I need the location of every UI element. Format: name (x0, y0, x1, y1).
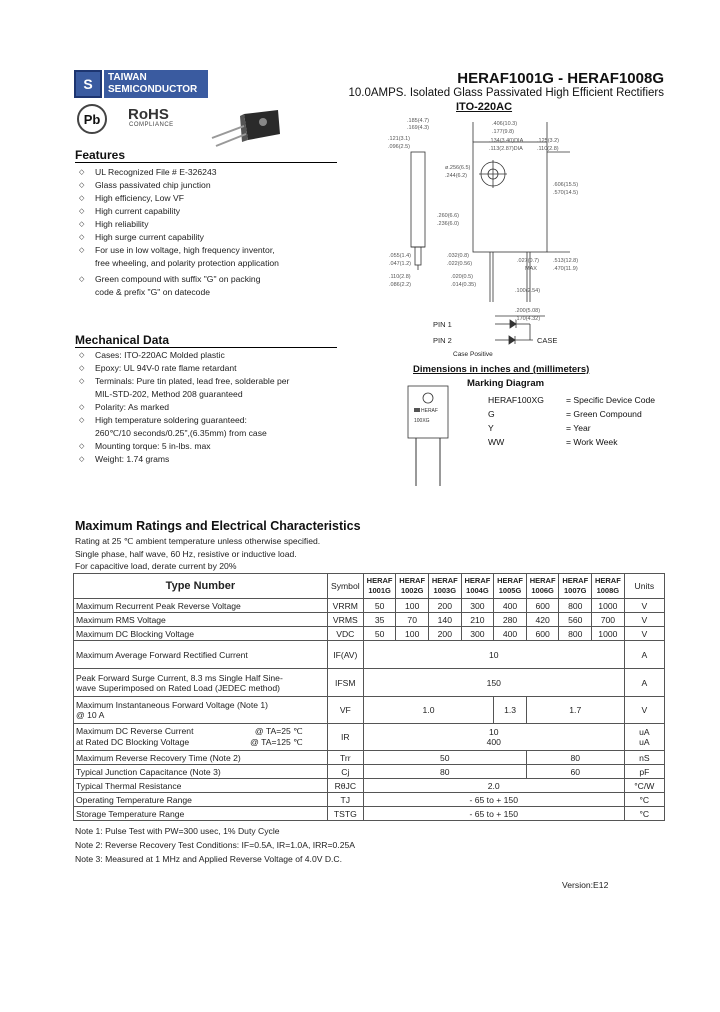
marking-diagram-title: Marking Diagram (467, 378, 545, 389)
row-unit: V (624, 599, 664, 613)
dim-label: .027(0.7) (517, 258, 540, 264)
feature-item (75, 273, 340, 299)
marking-chip-line2: 100XG (414, 418, 430, 424)
note-line: Note 1: Pulse Test with PW=300 usec, 1% Duty Cycle (75, 826, 280, 836)
row-value: 100 (396, 599, 429, 613)
pb-free-badge: Pb (77, 104, 107, 134)
header-part: HERAF 1003G (429, 574, 462, 599)
dim-label: .134(3.40)DIA (489, 138, 524, 144)
dimensions-caption: Dimensions in inches and (millimeters) (413, 364, 590, 375)
feature-item: ◇ UL Recognized File # E-326243 (75, 166, 340, 179)
dim-label: MAX (525, 266, 537, 272)
row-value: 280 (494, 613, 527, 627)
row-value: 50 (363, 627, 396, 641)
row-value: 600 (526, 599, 559, 613)
row-symbol: VF (327, 697, 363, 724)
dim-label: .606(15.5) (553, 182, 579, 188)
row-unit: V (624, 613, 664, 627)
marking-row (488, 393, 655, 407)
ratings-table (73, 573, 665, 821)
feature-item: ◇ High efficiency, Low VF (75, 192, 340, 205)
condition-line: Single phase, half wave, 60 Hz, resistive or inductive load. (75, 548, 297, 559)
row-value: 2.0 (363, 779, 624, 793)
row-symbol: VRRM (327, 599, 363, 613)
header-part: HERAF 1008G (592, 574, 625, 599)
condition-line: For capacitive load, derate current by 20% (75, 561, 237, 571)
part-description: 10.0AMPS. Isolated Glass Passivated High Efficient Rectifiers (348, 87, 664, 99)
mechanical-underline (75, 347, 337, 348)
row-value: 600 (526, 627, 559, 641)
row-label: Maximum Recurrent Peak Reverse Voltage (74, 599, 328, 613)
dim-label: .169(4.3) (407, 125, 430, 131)
marking-row (488, 407, 655, 421)
row-value: 1000 (592, 627, 625, 641)
row-symbol: Trr (327, 751, 363, 765)
table-row (74, 641, 665, 669)
mech-item (75, 414, 340, 440)
header-part: HERAF 1006G (526, 574, 559, 599)
dim-label: .570(14.5) (553, 190, 579, 196)
row-value: 210 (461, 613, 494, 627)
dim-label: .020(0.5) (451, 274, 474, 280)
row-value: 800 (559, 627, 592, 641)
marking-package-drawing (404, 382, 452, 490)
table-row (74, 627, 665, 641)
ratings-conditions (75, 535, 320, 573)
dim-label: .244(6.2) (445, 173, 468, 179)
row-value: 1.7 (526, 697, 624, 724)
row-unit: pF (624, 765, 664, 779)
row-symbol: RθJC (327, 779, 363, 793)
row-value: 35 (363, 613, 396, 627)
mech-line: ◇ Terminals: Pure tin plated, lead free, solderable per (95, 376, 290, 386)
row-unit: V (624, 697, 664, 724)
row-symbol: Cj (327, 765, 363, 779)
marking-meaning: = Year (566, 423, 591, 433)
dim-label: .121(3.1) (388, 136, 411, 142)
feature-line: ◇ For use in low voltage, high frequency inventor, (95, 245, 275, 255)
table-header-row (74, 574, 665, 599)
row-value: 400 (494, 599, 527, 613)
feature-item: ◇ High current capability (75, 205, 340, 218)
table-row (74, 779, 665, 793)
header-part: HERAF 1002G (396, 574, 429, 599)
row-label: Peak Forward Surge Current, 8.3 ms Single Half Sine- wave Superimposed on Rated Load (JEDEC method) (74, 669, 328, 697)
version-label: Version:E12 (562, 880, 609, 890)
marking-code: Y (488, 423, 494, 433)
row-unit: nS (624, 751, 664, 765)
row-symbol: IFSM (327, 669, 363, 697)
package-photo-icon (208, 108, 284, 148)
feature-item: ◇ High surge current capability (75, 231, 340, 244)
marking-chip-line1: HERAF (421, 408, 438, 414)
row-value: - 65 to + 150 (363, 807, 624, 821)
row-symbol: IR (327, 724, 363, 751)
table-row (74, 807, 665, 821)
row-value: 50 (363, 599, 396, 613)
mech-line: ◇ High temperature soldering guaranteed: (95, 415, 247, 425)
header-part: HERAF 1004G (461, 574, 494, 599)
marking-meaning: = Green Compound (566, 409, 642, 419)
row-value: 300 (461, 599, 494, 613)
row-value: 10 400 (363, 724, 624, 751)
row-value: 140 (429, 613, 462, 627)
ratings-title: Maximum Ratings and Electrical Characteristics (75, 519, 361, 533)
dim-label: .513(12.8) (553, 258, 579, 264)
mech-item: ◇ Polarity: As marked (75, 401, 340, 414)
dim-label: .086(2.2) (389, 282, 412, 288)
features-underline (75, 162, 337, 163)
table-notes (75, 824, 355, 866)
row-symbol: VDC (327, 627, 363, 641)
mechanical-heading: Mechanical Data (75, 333, 170, 347)
table-row (74, 765, 665, 779)
marking-meaning: = Work Week (566, 437, 618, 447)
row-value: 150 (363, 669, 624, 697)
marking-legend (488, 393, 655, 449)
row-value: 70 (396, 613, 429, 627)
mech-item (75, 375, 340, 401)
table-row (74, 724, 665, 751)
header-part: HERAF 1007G (559, 574, 592, 599)
row-value: 800 (559, 599, 592, 613)
header-symbol: Symbol (327, 574, 363, 599)
dim-label: .470(11.9) (553, 266, 578, 272)
dim-label: ø.256(6.5) (445, 165, 471, 171)
row-label: Maximum RMS Voltage (74, 613, 328, 627)
feature-item: ◇ Glass passivated chip junction (75, 179, 340, 192)
dim-label: .170(4.32) (515, 316, 541, 322)
row-label: Maximum Reverse Recovery Time (Note 2) (74, 751, 328, 765)
header-part: HERAF 1001G (363, 574, 396, 599)
company-logo (74, 70, 208, 98)
package-outline-drawing (385, 112, 670, 362)
row-symbol: IF(AV) (327, 641, 363, 669)
dim-label: .200(5.08) (515, 308, 541, 314)
row-value: 80 (363, 765, 526, 779)
rohs-compliance: COMPLIANCE (129, 122, 174, 128)
row-symbol: TJ (327, 793, 363, 807)
dim-label: .047(1.2) (389, 261, 412, 267)
header-units: Units (624, 574, 664, 599)
feature-item (75, 244, 340, 270)
case-label: CASE (537, 336, 558, 345)
case-positive-label: Case Positive (453, 351, 493, 358)
dim-label: .110(2.8) (537, 146, 559, 152)
note-line: Note 2: Reverse Recovery Test Conditions: IF=0.5A, IR=1.0A, IRR=0.25A (75, 840, 355, 850)
feature-line: ◇ Green compound with suffix "G" on packing (95, 274, 261, 284)
mech-line: MIL-STD-202, Method 208 guaranteed (95, 389, 243, 399)
feature-item: ◇ High reliability (75, 218, 340, 231)
row-unit: °C (624, 793, 664, 807)
row-value: 1.0 (363, 697, 493, 724)
row-label: Maximum DC Reverse Current @ TA=25 ℃ at Rated DC Blocking Voltage @ TA=125 ℃ (74, 724, 328, 751)
row-value: 400 (494, 627, 527, 641)
marking-code: WW (488, 437, 505, 447)
logo-text (104, 70, 208, 98)
dim-label: .236(6.0) (437, 221, 460, 227)
row-label: Maximum Instantaneous Forward Voltage (Note 1) @ 10 A (74, 697, 328, 724)
mech-item: ◇ Cases: ITO-220AC Molded plastic (75, 349, 340, 362)
mechanical-list (75, 349, 340, 466)
row-unit: °C/W (624, 779, 664, 793)
dim-label: .032(0.8) (447, 253, 470, 259)
marking-row (488, 421, 655, 435)
marking-code: G (488, 409, 495, 419)
note-line: Note 3: Measured at 1 MHz and Applied Reverse Voltage of 4.0V D.C. (75, 854, 343, 864)
mech-item: ◇ Epoxy: UL 94V-0 rate flame retardant (75, 362, 340, 375)
features-list (75, 166, 340, 299)
feature-line: code & prefix "G" on datecode (95, 287, 211, 297)
marking-row (488, 435, 655, 449)
rohs-label: RoHS (128, 106, 169, 123)
row-label: Storage Temperature Range (74, 807, 328, 821)
row-value: 60 (526, 765, 624, 779)
row-label: Typical Thermal Resistance (74, 779, 328, 793)
row-label: Typical Junction Capacitance (Note 3) (74, 765, 328, 779)
header-part: HERAF 1005G (494, 574, 527, 599)
table-row (74, 793, 665, 807)
dim-label: .096(2.5) (388, 144, 411, 150)
mech-line: 260℃/10 seconds/0.25",(6.35mm) from case (95, 428, 267, 438)
row-label: Maximum DC Blocking Voltage (74, 627, 328, 641)
dim-label: .014(0.35) (451, 282, 477, 288)
company-line2: SEMICONDUCTOR (108, 84, 198, 95)
dim-label: .055(1.4) (389, 253, 412, 259)
row-symbol: VRMS (327, 613, 363, 627)
mech-item: ◇ Mounting torque: 5 in-lbs. max (75, 440, 340, 453)
row-value: - 65 to + 150 (363, 793, 624, 807)
table-row (74, 669, 665, 697)
row-value: 700 (592, 613, 625, 627)
dim-label: .110(2.8) (389, 274, 411, 280)
row-unit: V (624, 627, 664, 641)
row-unit: A (624, 641, 664, 669)
pin1-label: PIN 1 (433, 320, 452, 329)
table-row (74, 751, 665, 765)
dim-label: .125(3.2) (537, 138, 560, 144)
row-value: 80 (526, 751, 624, 765)
package-name: ITO-220AC (456, 101, 513, 113)
package-body-outline (473, 142, 547, 252)
row-label: Operating Temperature Range (74, 793, 328, 807)
marking-meaning: = Specific Device Code (566, 395, 656, 405)
dim-label: .177(9.8) (492, 129, 515, 135)
row-unit: °C (624, 807, 664, 821)
row-value: 200 (429, 599, 462, 613)
row-unit: uA uA (624, 724, 664, 751)
part-range-title: HERAF1001G - HERAF1008G (457, 70, 664, 87)
row-value: 420 (526, 613, 559, 627)
table-row (74, 697, 665, 724)
dim-label: .100(2.54) (515, 288, 541, 294)
header-type-number: Type Number (74, 574, 328, 599)
dim-label: .022(0.56) (447, 261, 473, 267)
row-value: 1.3 (494, 697, 527, 724)
table-row (74, 599, 665, 613)
row-value: 200 (429, 627, 462, 641)
row-unit: A (624, 669, 664, 697)
row-value: 50 (363, 751, 526, 765)
row-value: 560 (559, 613, 592, 627)
dim-label: .113(2.87)DIA (489, 146, 523, 152)
features-heading: Features (75, 148, 126, 162)
row-value: 10 (363, 641, 624, 669)
row-value: 300 (461, 627, 494, 641)
dim-label: .185(4.7) (407, 118, 430, 124)
dim-label: .260(6.6) (437, 213, 460, 219)
condition-line: Rating at 25 ℃ ambient temperature unless otherwise specified. (75, 536, 321, 546)
row-symbol: TSTG (327, 807, 363, 821)
company-line1: TAIWAN (108, 72, 147, 83)
marking-code: HERAF100XG (488, 395, 544, 405)
row-value: 1000 (592, 599, 625, 613)
mech-item: ◇ Weight: 1.74 grams (75, 453, 340, 466)
feature-line: free wheeling, and polarity protection application (95, 258, 279, 268)
row-value: 100 (396, 627, 429, 641)
dim-label: .406(10.3) (492, 121, 518, 127)
pin2-label: PIN 2 (433, 336, 452, 345)
logo-mark: S (74, 70, 102, 98)
row-label: Maximum Average Forward Rectified Current (74, 641, 328, 669)
table-row (74, 613, 665, 627)
